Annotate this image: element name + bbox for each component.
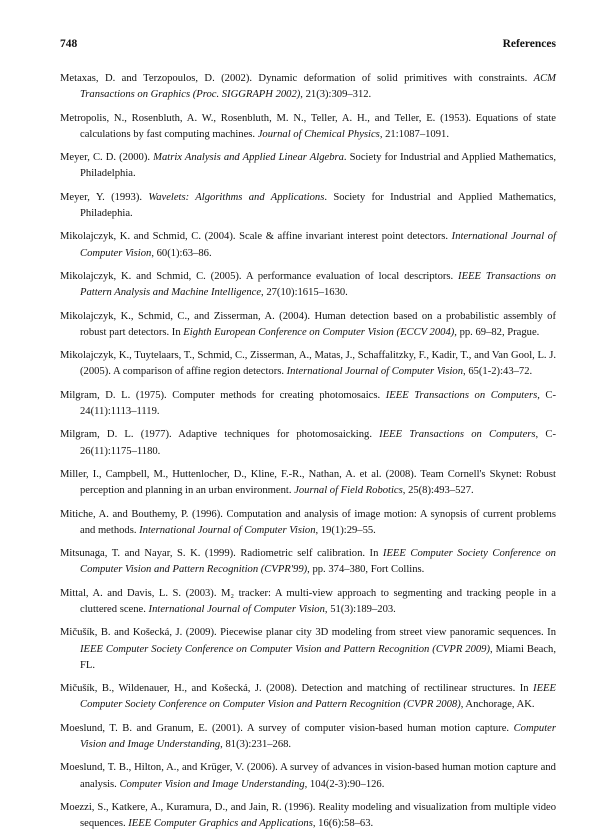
reference-title: A comparison of affine region detectors.	[112, 366, 284, 378]
reference-details: , 21:1087–1091.	[379, 128, 449, 140]
reference-venue: Computer Vision and Image Understanding	[119, 778, 305, 790]
reference-title: Human detection based on a probabilistic assembly of robust part detectors. In	[80, 310, 556, 338]
reference-entry	[60, 309, 556, 341]
reference-authors: Metropolis, N., Rosenbluth, A. W., Rosenbluth, M. N., Teller, A. H., and Teller, E. (1953).	[60, 112, 471, 124]
reference-entry	[60, 388, 556, 420]
reference-title: A survey of computer vision-based human motion capture.	[246, 722, 510, 734]
reference-entry	[60, 427, 556, 459]
page-header	[60, 38, 556, 50]
reference-venue: Matrix Analysis and Applied Linear Algebra	[153, 152, 344, 164]
reference-entry	[60, 546, 556, 578]
reference-venue: IEEE Transactions on Computers	[379, 429, 536, 441]
reference-venue: International Journal of Computer Vision	[139, 524, 316, 536]
reference-venue: IEEE Computer Society Conference on Computer Vision and Pattern Recognition (CVPR 2008)	[80, 683, 556, 711]
reference-entry	[60, 348, 556, 380]
reference-authors: Moeslund, T. B., Hilton, A., and Krüger, V. (2006).	[60, 762, 278, 774]
reference-authors: Mikolajczyk, K. and Schmid, C. (2004).	[60, 231, 236, 243]
reference-authors: Mitiche, A. and Bouthemy, P. (1996).	[60, 508, 223, 520]
reference-details: , 27(10):1615–1630.	[261, 287, 348, 299]
reference-details: , Miami Beach, FL.	[80, 643, 556, 671]
reference-venue: Computer Vision and Image Understanding	[80, 722, 556, 750]
reference-details: , 104(2-3):90–126.	[304, 778, 385, 790]
reference-title: Scale & affine invariant interest point detectors.	[239, 231, 449, 243]
reference-authors: Metaxas, D. and Terzopoulos, D. (2002).	[60, 73, 253, 84]
reference-details: , 16(6):58–63.	[312, 818, 374, 830]
reference-venue: ACM Transactions on Graphics (Proc. SIGGRAPH 2002)	[80, 73, 556, 101]
reference-authors: Meyer, C. D. (2000).	[60, 152, 151, 164]
reference-authors: Mitsunaga, T. and Nayar, S. K. (1999).	[60, 548, 236, 560]
reference-entry	[60, 507, 556, 539]
reference-title: Dynamic deformation of solid primitives with constraints.	[258, 73, 528, 84]
reference-authors: Mičušík, B. and Košecká, J. (2009).	[60, 627, 217, 639]
reference-venue: IEEE Computer Graphics and Applications	[128, 818, 313, 830]
reference-entry	[60, 229, 556, 261]
reference-title: Team Cornell's Skynet: Robust perception and planning in an urban environment.	[80, 468, 556, 497]
reference-details: , Anchorage, AK.	[460, 699, 535, 711]
reference-venue: Wavelets: Algorithms and Applications	[148, 191, 325, 203]
reference-venue: International Journal of Computer Vision	[80, 231, 557, 259]
reference-details: , 21(3):309–312.	[300, 89, 372, 101]
reference-details: , 65(1-2):43–72.	[463, 366, 533, 378]
reference-details: , 51(3):189–203.	[324, 603, 396, 615]
reference-authors: Mikolajczyk, K. and Schmid, C. (2005).	[60, 270, 242, 282]
reference-title: Detection and matching of rectilinear structures. In	[301, 683, 529, 695]
reference-title: Computation and analysis of image motion: A synopsis of current problems and methods.	[80, 508, 556, 536]
reference-title: A performance evaluation of local descriptors.	[245, 270, 454, 282]
reference-entry	[60, 721, 556, 753]
reference-entry	[60, 586, 556, 618]
reference-authors: Mittal, A. and Davis, L. S. (2003).	[60, 587, 217, 599]
reference-details: , 81(3):231–268.	[220, 738, 292, 750]
reference-entry	[60, 681, 556, 713]
reference-entry	[60, 71, 556, 103]
reference-authors: Mikolajczyk, K., Tuytelaars, T., Schmid, C., Zisserman, A., Matas, J., Schaffalitzky, F., Kadir, T., and Van Gool, L. J. (2005).	[60, 350, 556, 378]
reference-details: , pp. 374–380, Fort Collins.	[307, 564, 425, 576]
reference-list	[60, 71, 556, 832]
reference-title: Computer methods for creating photomosaics.	[172, 389, 381, 401]
reference-entry	[60, 467, 556, 499]
reference-entry	[60, 269, 556, 301]
reference-authors: Meyer, Y. (1993).	[60, 191, 142, 203]
reference-venue: IEEE Computer Society Conference on Computer Vision and Pattern Recognition (CVPR'99)	[80, 548, 556, 576]
reference-title: Piecewise planar city 3D modeling from street view panoramic sequences. In	[220, 627, 556, 639]
reference-title: M₂ tracker: A multi-view approach to segmenting and tracking people in a cluttered scene.	[80, 587, 556, 615]
reference-title: Adaptive techniques for photomosaicking.	[178, 429, 372, 441]
reference-details: , 60(1):63–86.	[151, 247, 212, 259]
reference-entry	[60, 190, 556, 222]
reference-authors: Miller, I., Campbell, M., Huttenlocher, D., Kline, F.-R., Nathan, A. et al. (2008).	[60, 468, 417, 480]
reference-title: Reality modeling and visualization from multiple video sequences.	[80, 801, 556, 830]
reference-details: , C-26(11):1175–1180.	[80, 429, 556, 457]
reference-title: A survey of advances in vision-based human motion capture and analysis.	[80, 762, 556, 790]
reference-authors: Milgram, D. L. (1977).	[60, 429, 172, 441]
reference-details: . Society for Industrial and Applied Mathematics, Philadephia.	[80, 191, 556, 219]
reference-authors: Moeslund, T. B. and Granum, E. (2001).	[60, 722, 243, 734]
reference-details: , pp. 69–82, Prague.	[454, 326, 540, 338]
reference-entry	[60, 111, 556, 143]
reference-venue: Journal of Field Robotics	[294, 485, 403, 497]
reference-authors: Milgram, D. L. (1975).	[60, 389, 167, 401]
reference-title: Radiometric self calibration. In	[240, 548, 379, 560]
reference-venue: IEEE Transactions on Computers	[385, 389, 538, 401]
reference-details: . Society for Industrial and Applied Mathematics, Philadelphia.	[80, 152, 556, 180]
reference-authors: Moezzi, S., Katkere, A., Kuramura, D., and Jain, R. (1996).	[60, 801, 316, 813]
reference-venue: Journal of Chemical Physics	[257, 128, 380, 140]
reference-entry	[60, 760, 556, 792]
reference-venue: International Journal of Computer Vision	[148, 603, 325, 615]
reference-authors: Mikolajczyk, K., Schmid, C., and Zisserman, A. (2004).	[60, 310, 311, 322]
reference-venue: Eighth European Conference on Computer Vision (ECCV 2004)	[183, 326, 455, 338]
reference-entry	[60, 150, 556, 182]
page-number: 748	[60, 38, 78, 50]
section-title: References	[502, 38, 556, 50]
reference-details: , 25(8):493–527.	[402, 485, 474, 497]
reference-details: , 19(1):29–55.	[315, 524, 376, 536]
reference-entry	[60, 800, 556, 832]
reference-authors: Mičušík, B., Wildenauer, H., and Košecká, J. (2008).	[60, 683, 298, 695]
reference-details: , C-24(11):1113–1119.	[80, 389, 557, 417]
reference-title: Equations of state calculations by fast computing machines.	[80, 112, 556, 140]
reference-venue: International Journal of Computer Vision	[286, 366, 464, 378]
reference-entry	[60, 625, 556, 674]
reference-venue: IEEE Computer Society Conference on Computer Vision and Pattern Recognition (CVPR 2009)	[80, 643, 491, 655]
reference-venue: IEEE Transactions on Pattern Analysis and Machine Intelligence	[80, 270, 556, 299]
